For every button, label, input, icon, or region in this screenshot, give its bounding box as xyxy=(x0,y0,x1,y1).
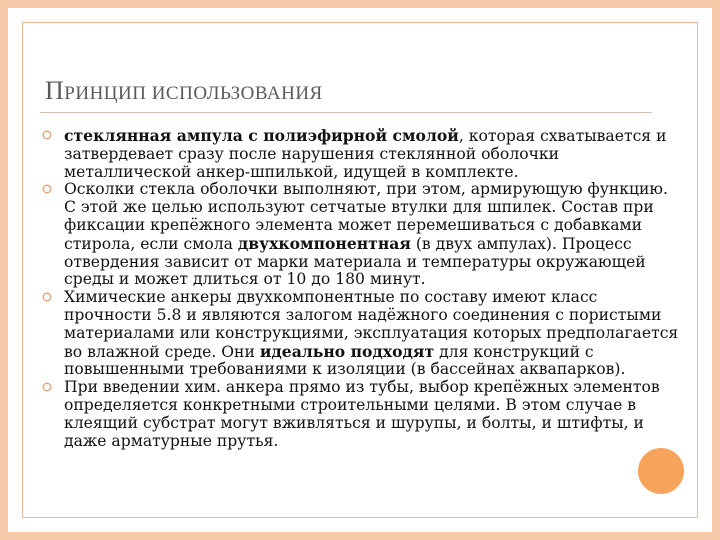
bullet-item-4 xyxy=(42,379,682,450)
bullet-4-text: При введении хим. анкера прямо из тубы, выбор крепёжных элементов определяется конкретными строительными целями. В этом случае в клеящий субстрат могут вживляться и шурупы, и болты, и штифты, и даже арматурные прутья. xyxy=(64,378,660,450)
hollow-circle-icon xyxy=(42,292,52,302)
title-first-letter: П xyxy=(45,76,65,105)
title-rest: РИНЦИП ИСПОЛЬЗОВАНИЯ xyxy=(64,83,323,104)
hollow-circle-icon xyxy=(42,130,52,140)
bullet-item-2 xyxy=(42,181,682,289)
bullet-list xyxy=(42,127,682,450)
hollow-circle-icon xyxy=(42,184,52,194)
bullet-item-3 xyxy=(42,289,682,379)
bullet-1-text: , которая схватывается и затвердевает сразу после нарушения стеклянной оболочки металлической анкер-шпилькой, идущей в комплекте. xyxy=(64,127,667,181)
bullet-2-bold: двухкомпонентная xyxy=(237,233,411,253)
bullet-1-bold: стеклянная ампула с полиэфирной смолой xyxy=(64,126,459,145)
bullet-3-post: для конструкций с повышенными требованиями к изоляции (в бассейнах аквапарков). xyxy=(64,342,626,379)
title-divider xyxy=(40,112,652,113)
bullet-2-post: (в двух ампулах). Процесс отвердения зависит от марки материала и температуры окружающей среды и может длиться от 10 до 180 минут. xyxy=(64,234,646,289)
bullet-3-bold: идеально подходят xyxy=(259,341,435,361)
hollow-circle-icon xyxy=(42,382,52,392)
bullet-3-pre: Химические анкеры двухкомпонентные по составу имеют класс прочности 5.8 и являются залогом надёжного соединения с пористыми материалами или конструкциями, эксплуатация которых предполагается во влажной среде. Они xyxy=(64,288,679,361)
orange-circle-decoration xyxy=(638,448,684,494)
bullet-2-pre: Осколки стекла оболочки выполняют, при этом, армирующую функцию. С этой же целью используют сетчатые втулки для шпилек. Состав при фиксации крепёжного элемента может перемешиваться с добавками стирола, если смола xyxy=(64,180,668,253)
slide-title xyxy=(45,70,323,107)
bullet-item-1 xyxy=(42,127,682,181)
